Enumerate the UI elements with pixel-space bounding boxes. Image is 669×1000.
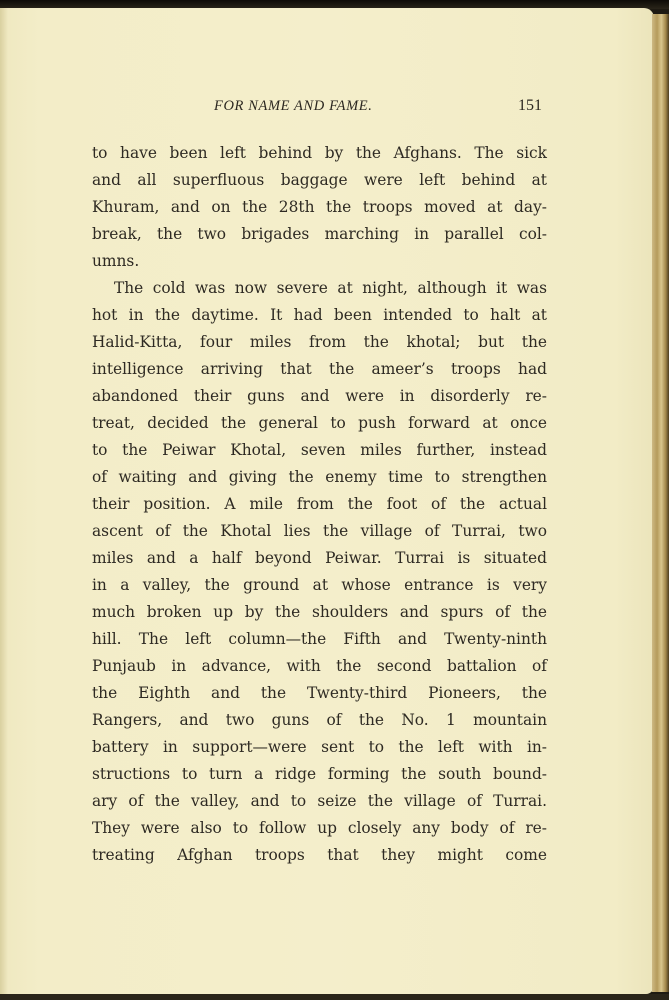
text-line: Punjaub in advance, with the second battalion of bbox=[92, 657, 547, 675]
scan-bottom-border bbox=[0, 994, 669, 1000]
text-line: break, the two brigades marching in parallel col- bbox=[92, 225, 547, 243]
text-line: Khuram, and on the 28th the troops moved at day- bbox=[92, 198, 547, 216]
paragraph-1 bbox=[92, 140, 547, 275]
text-line: of waiting and giving the enemy time to strengthen bbox=[92, 468, 547, 486]
text-line: They were also to follow up closely any body of re- bbox=[92, 819, 547, 837]
text-line: umns. bbox=[92, 252, 140, 270]
text-line: hill. The left column—the Fifth and Twenty-ninth bbox=[92, 630, 547, 648]
running-head: FOR NAME AND FAME. bbox=[214, 98, 373, 114]
page-number: 151 bbox=[518, 97, 542, 114]
paragraph-2 bbox=[92, 275, 547, 869]
text-line: to the Peiwar Khotal, seven miles further, instead bbox=[92, 441, 547, 459]
text-line: to have been left behind by the Afghans. The sick bbox=[92, 144, 547, 162]
text-line: Rangers, and two guns of the No. 1 mountain bbox=[92, 711, 547, 729]
text-line: The cold was now severe at night, although it was bbox=[114, 279, 547, 297]
gutter-shadow bbox=[0, 8, 8, 994]
text-line: intelligence arriving that the ameer’s troops had bbox=[92, 360, 547, 378]
text-line: in a valley, the ground at whose entrance is very bbox=[92, 576, 547, 594]
text-line: ascent of the Khotal lies the village of Turrai, two bbox=[92, 522, 547, 540]
text-line: miles and a half beyond Peiwar. Turrai is situated bbox=[92, 549, 547, 567]
text-line: the Eighth and the Twenty-third Pioneers, the bbox=[92, 684, 547, 702]
text-line: abandoned their guns and were in disorderly re- bbox=[92, 387, 547, 405]
text-line: and all superfluous baggage were left behind at bbox=[92, 171, 547, 189]
page-block-edge bbox=[652, 14, 669, 992]
text-line: Halid-Kitta, four miles from the khotal; but the bbox=[92, 333, 547, 351]
text-line: their position. A mile from the foot of the actual bbox=[92, 495, 547, 513]
text-line: structions to turn a ridge forming the south bound- bbox=[92, 765, 547, 783]
body-text bbox=[92, 140, 547, 869]
text-line: much broken up by the shoulders and spurs of the bbox=[92, 603, 547, 621]
text-line: ary of the valley, and to seize the village of Turrai. bbox=[92, 792, 547, 810]
text-line: hot in the daytime. It had been intended to halt at bbox=[92, 306, 547, 324]
text-line: battery in support—were sent to the left with in- bbox=[92, 738, 547, 756]
text-line: treating Afghan troops that they might come bbox=[92, 846, 547, 864]
text-line: treat, decided the general to push forward at once bbox=[92, 414, 547, 432]
